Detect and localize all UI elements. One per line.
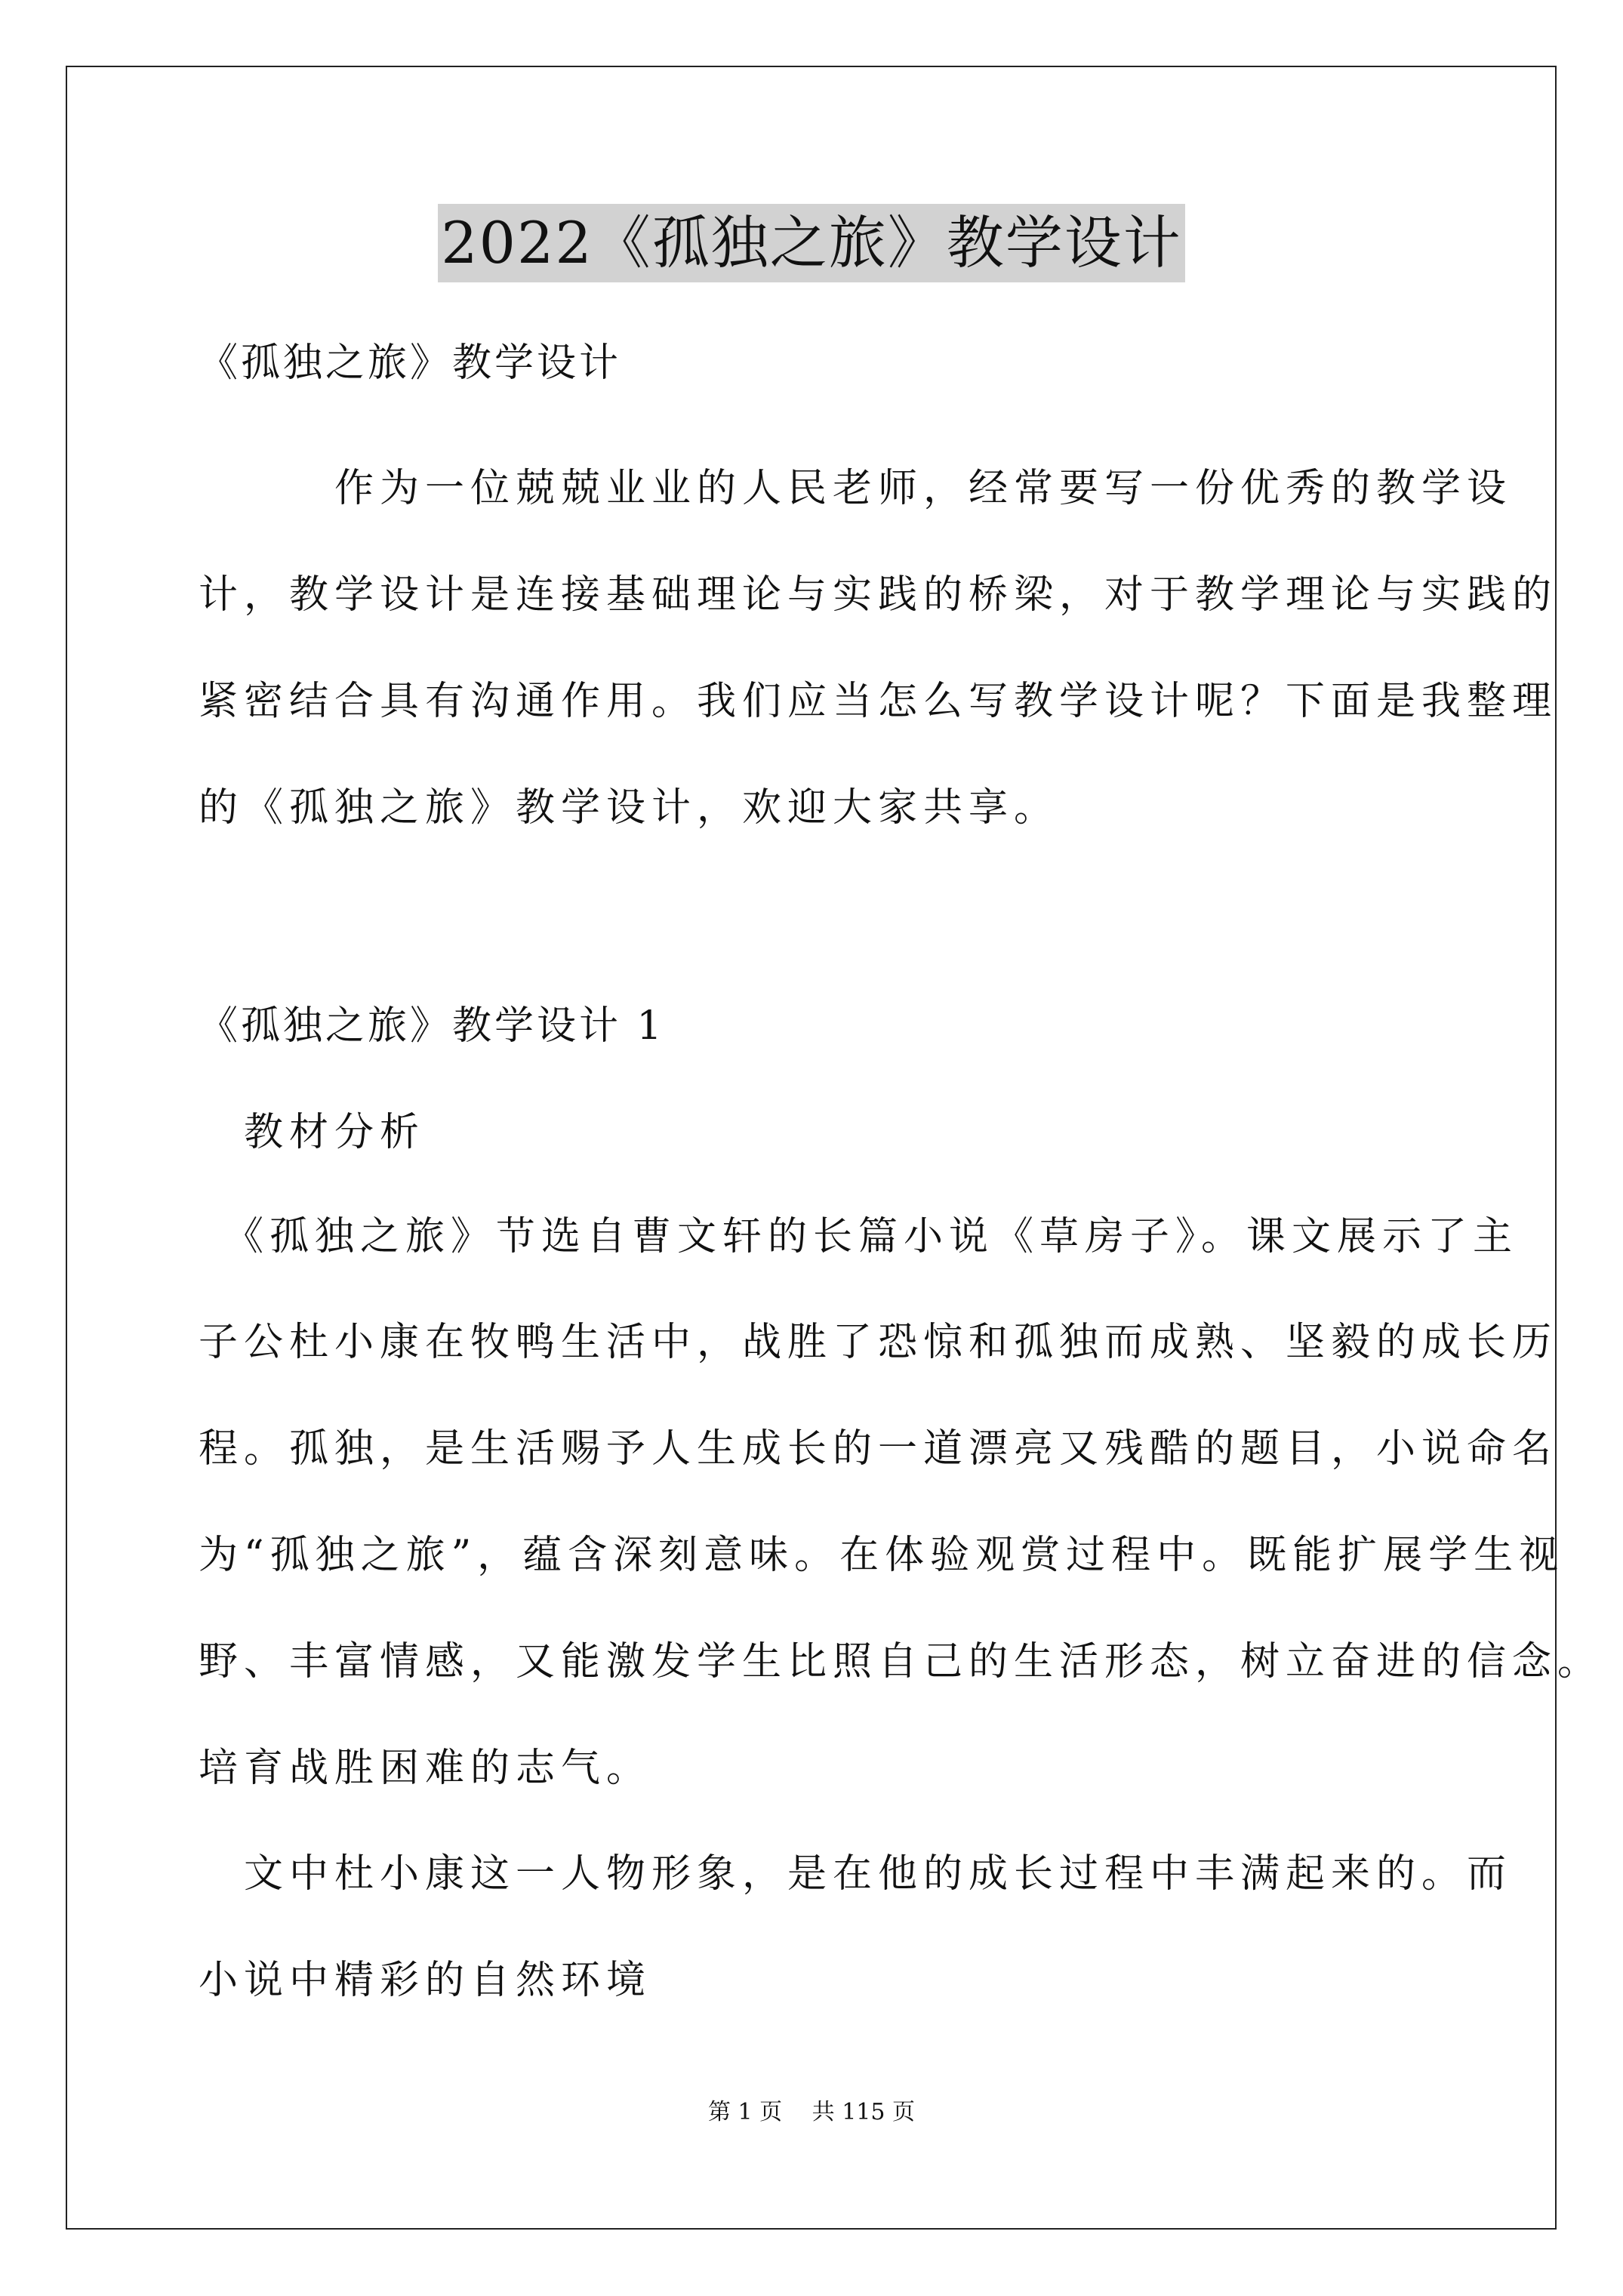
paragraph-line: 紧密结合具有沟通作用。我们应当怎么写教学设计呢？下面是我整理 (199, 679, 1558, 724)
document-title: 2022《孤独之旅》教学设计 (438, 204, 1184, 282)
paragraph-line: 文中杜小康这一人物形象，是在他的成长过程中丰满起来的。而 (199, 1851, 1513, 1897)
paragraph-line: 《孤独之旅》节选自曹文轩的长篇小说《草房子》。课文展示了主 (199, 1214, 1519, 1259)
paragraph-line: 程。孤独，是生活赐予人生成长的一道漂亮又残酷的题目，小说命名 (199, 1426, 1558, 1472)
paragraph-line: 小说中精彩的自然环境 (199, 1958, 652, 2003)
page-number-footer: 第 1 页 共 115 页 (707, 2099, 916, 2125)
paragraph-line: 野、丰富情感，又能激发学生比照自己的生活形态，树立奋进的信念。 (199, 1639, 1603, 1684)
paragraph-line: 子公杜小康在牧鸭生活中，战胜了恐惊和孤独而成熟、坚毅的成长历 (199, 1320, 1558, 1365)
subsection-heading: 教材分析 (199, 1110, 426, 1155)
title-container (0, 204, 1623, 282)
paragraph-line: 的《孤独之旅》教学设计，欢迎大家共享。 (199, 785, 1060, 831)
intro-heading: 《孤独之旅》教学设计 (199, 341, 622, 386)
section-heading: 《孤独之旅》教学设计 1 (199, 1003, 665, 1049)
paragraph-line: 为“孤独之旅”，蕴含深刻意味。在体验观赏过程中。既能扩展学生视 (199, 1533, 1565, 1578)
paragraph-line: 作为一位兢兢业业的人民老师，经常要写一份优秀的教学设 (199, 466, 1513, 511)
paragraph-line: 计，教学设计是连接基础理论与实践的桥梁，对于教学理论与实践的 (199, 572, 1558, 618)
paragraph-line: 培育战胜困难的志气。 (199, 1746, 652, 1791)
